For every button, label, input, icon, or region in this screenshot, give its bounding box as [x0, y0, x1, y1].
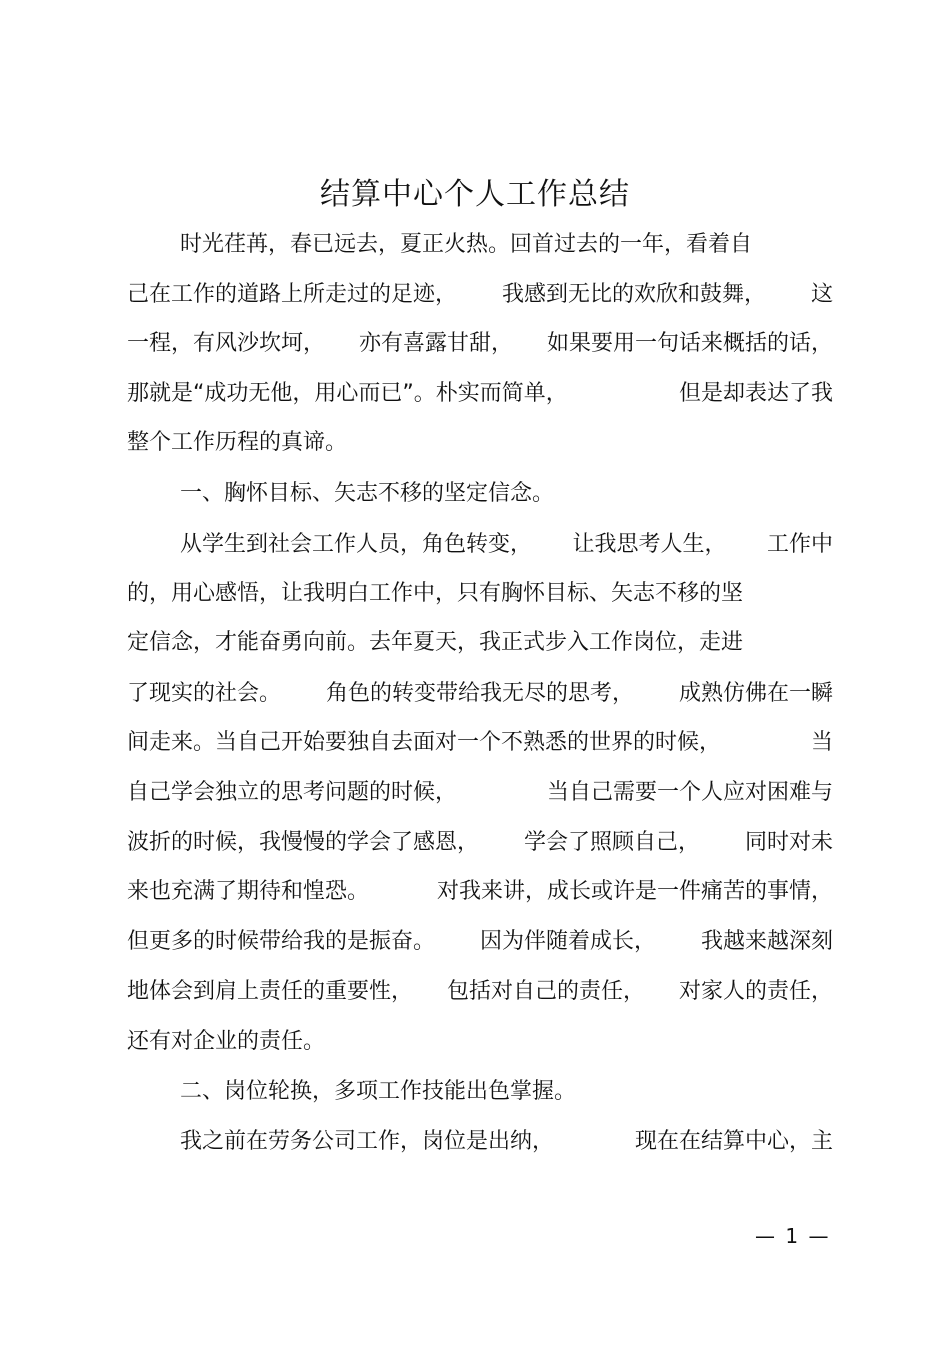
text-line: [127, 327, 833, 361]
text-line: [127, 826, 833, 860]
text-line: [180, 528, 833, 562]
section-heading: [180, 1075, 833, 1109]
text-line: [127, 875, 833, 909]
text-line: [180, 1125, 833, 1159]
text-segment: 波折的时候，我慢慢的学会了感恩，: [127, 830, 480, 855]
text-segment: 我之前在劳务公司工作，岗位是出纳，: [180, 1129, 555, 1154]
text-segment: 还有对企业的责任。: [127, 1029, 326, 1054]
text-line: [127, 726, 833, 760]
text-segment: 工作中: [766, 532, 833, 557]
text-line: [127, 677, 833, 711]
text-segment: 让我思考人生，: [572, 532, 727, 557]
text-segment: 包括对自己的责任，: [446, 979, 645, 1004]
text-segment: 己在工作的道路上所走过的足迹，: [127, 282, 458, 307]
text-segment: 现在在结算中心，主: [634, 1129, 833, 1154]
text-segment: 间走来。当自己开始要独自去面对一个不熟悉的世界的时候，: [127, 730, 722, 755]
text-segment: 那就是“成功无他，用心而已”。朴实而简单，: [127, 381, 568, 406]
section-heading: [180, 477, 833, 511]
text-line: [127, 925, 833, 959]
page-number: — 1 —: [755, 1224, 831, 1248]
text-segment: 成熟仿佛在一瞬: [678, 681, 833, 706]
text-line: [127, 377, 833, 411]
text-segment: 但更多的时候带给我的是振奋。: [127, 929, 436, 954]
text-segment: 角色的转变带给我无尽的思考，: [325, 681, 634, 706]
text-segment: 地体会到肩上责任的重要性，: [127, 979, 414, 1004]
text-line: [127, 975, 833, 1009]
text-line: [127, 776, 833, 810]
text-line: [127, 1025, 833, 1059]
text-segment: 二、岗位轮换，多项工作技能出色掌握。: [180, 1079, 577, 1104]
document-title: 结算中心个人工作总结: [320, 177, 630, 212]
text-segment: 来也充满了期待和惶恐。: [127, 879, 370, 904]
text-segment: 时光荏苒，春已远去，夏正火热。回首过去的一年，看着自: [180, 232, 753, 257]
text-segment: 的，用心感悟，让我明白工作中，只有胸怀目标、矢志不移的坚: [127, 581, 744, 606]
text-segment: 同时对未: [744, 830, 833, 855]
text-segment: 亦有喜露甘甜，: [358, 331, 513, 356]
text-line: [180, 228, 833, 262]
text-segment: 定信念，才能奋勇向前。去年夏天，我正式步入工作岗位，走进: [127, 630, 744, 655]
text-segment: 这: [810, 282, 833, 307]
text-segment: 了现实的社会。: [127, 681, 282, 706]
text-segment: 从学生到社会工作人员，角色转变，: [180, 532, 533, 557]
text-line: [127, 626, 833, 660]
text-segment: 一程，有风沙坎坷，: [127, 331, 326, 356]
text-segment: 我感到无比的欢欣和鼓舞，: [501, 282, 766, 307]
text-segment: 学会了照顾自己，: [523, 830, 700, 855]
text-line: [127, 577, 833, 611]
text-segment: 对我来讲，成长或许是一件痛苦的事情，: [436, 879, 833, 904]
text-segment: 整个工作历程的真谛。: [127, 430, 348, 455]
text-segment: 当自己需要一个人应对困难与: [546, 780, 833, 805]
text-segment: 一、胸怀目标、矢志不移的坚定信念。: [180, 481, 555, 506]
text-segment: 我越来越深刻: [700, 929, 833, 954]
text-segment: 当: [810, 730, 833, 755]
text-segment: 如果要用一句话来概括的话，: [546, 331, 833, 356]
text-segment: 对家人的责任，: [678, 979, 833, 1004]
text-segment: 因为伴随着成长，: [479, 929, 656, 954]
text-segment: 但是却表达了我: [678, 381, 833, 406]
text-line: [127, 278, 833, 312]
text-line: [127, 426, 833, 460]
text-segment: 自己学会独立的思考问题的时候，: [127, 780, 458, 805]
